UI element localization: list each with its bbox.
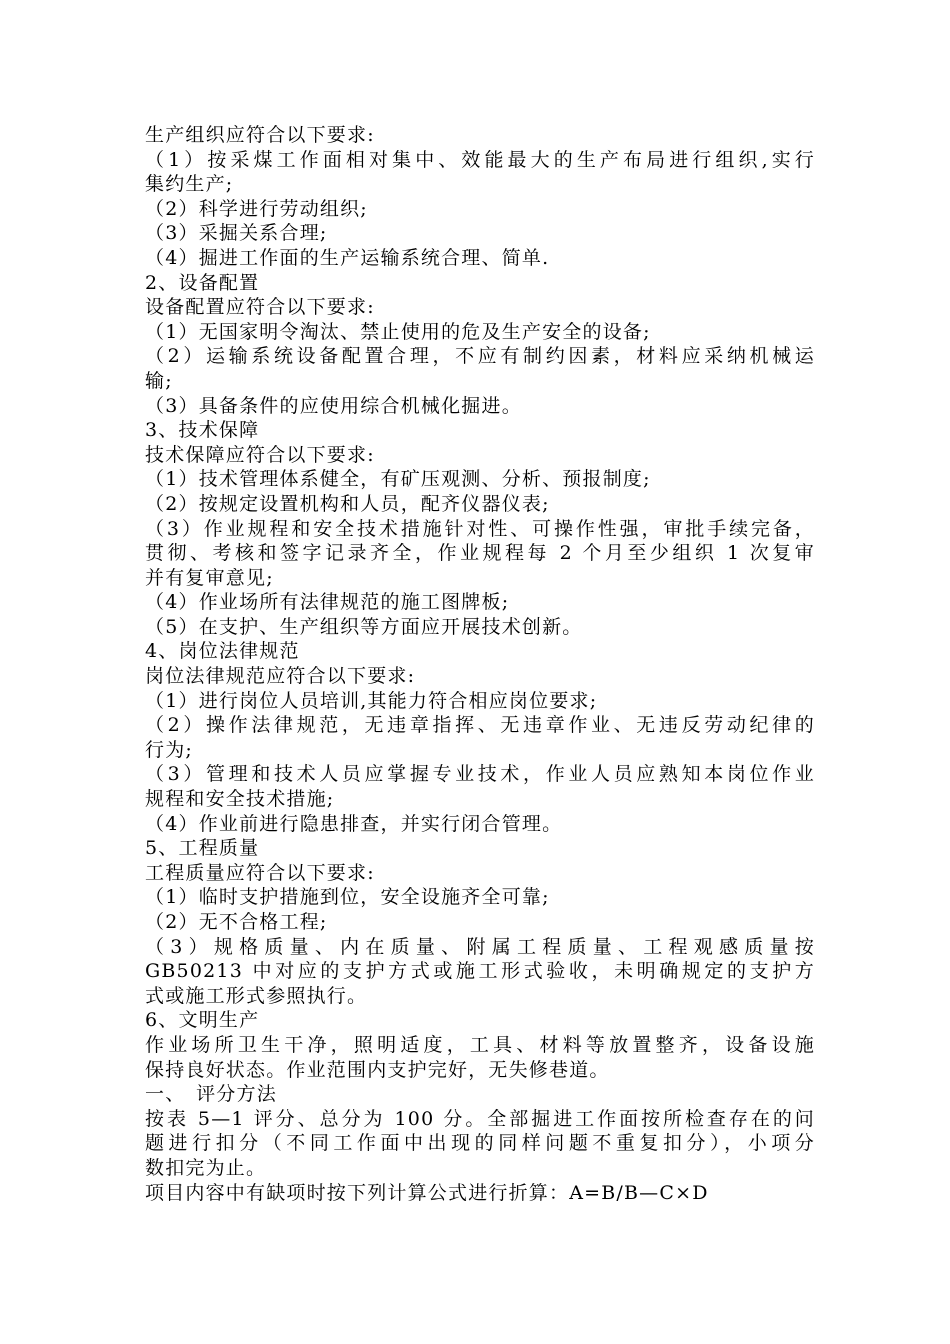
text-line: （3）作业规程和安全技术措施针对性、可操作性强，审批手续完备， [145,517,815,540]
text-line: （2）无不合格工程; [145,911,328,933]
text-line: （3）采掘关系合理; [145,222,328,245]
text-line: （2）按规定设置机构和人员，配齐仪器仪表; [145,492,550,515]
text-line: 一、 评分方法 [145,1083,277,1106]
text-line: 并有复审意见; [145,566,274,589]
text-line: 2、设备配置 [145,271,260,294]
text-line: （3）规格质量、内在质量、附属工程质量、工程观感质量按 [145,935,815,958]
text-line: 作业场所卫生干净，照明适度，工具、材料等放置整齐，设备设施 [145,1033,815,1056]
text-line: 6、文明生产 [145,1009,260,1032]
text-line: 保持良好状态。作业范围内支护完好，无失修巷道。 [145,1058,610,1081]
text-line: （1）按采煤工作面相对集中、效能最大的生产布局进行组织,实行 [145,148,815,171]
text-line: 规程和安全技术措施; [145,788,335,811]
text-line: 项目内容中有缺项时按下列计算公式进行折算：A=B/B—C×D [145,1181,709,1204]
document-body [145,123,815,1205]
text-line: 题进行扣分（不同工作面中出现的同样问题不重复扣分），小项分 [145,1132,815,1155]
text-line: 贯彻、考核和签字记录齐全，作业规程每 2 个月至少组织 1 次复审 [145,542,815,565]
text-line: （3）管理和技术人员应掌握专业技术，作业人员应熟知本岗位作业 [145,763,815,786]
text-line: （1）无国家明令淘汰、禁止使用的危及生产安全的设备; [145,320,651,343]
text-line: （2）运输系统设备配置合理，不应有制约因素，材料应采纳机械运 [145,345,815,368]
text-line: 数扣完为止。 [145,1156,267,1179]
text-line: （1）进行岗位人员培训,其能力符合相应岗位要求; [145,689,598,712]
text-line: 集约生产; [145,173,234,196]
text-line: （1）技术管理体系健全，有矿压观测、分析、预报制度; [145,468,651,491]
text-line: 输; [145,369,173,392]
text-line: 岗位法律规范应符合以下要求: [145,665,416,688]
text-line: 生产组织应符合以下要求: [145,124,375,146]
text-line: 行为; [145,738,194,761]
text-line: （4）掘进工作面的生产运输系统合理、简单. [145,246,550,269]
text-line: （4）作业场所有法律规范的施工图牌板; [145,591,510,614]
text-line: 式或施工形式参照执行。 [145,984,368,1007]
text-line: （3）具备条件的应使用综合机械化掘进。 [145,394,522,417]
text-line: 4、岗位法律规范 [145,640,300,663]
text-line: 设备配置应符合以下要求: [145,296,375,319]
text-line: 3、技术保障 [145,419,260,442]
text-line: （4）作业前进行隐患排查，并实行闭合管理。 [145,812,563,835]
text-line: 5、工程质量 [145,837,260,860]
text-line: （5）在支护、生产组织等方面应开展技术创新。 [145,615,583,638]
text-line: 技术保障应符合以下要求: [145,443,375,466]
text-line: （2）操作法律规范，无违章指挥、无违章作业、无违反劳动纪律的 [145,714,815,737]
text-line: （1）临时支护措施到位，安全设施齐全可靠; [145,886,550,909]
text-line: 按表 5—1 评分、总分为 100 分。全部掘进工作面按所检查存在的问 [145,1107,815,1130]
text-line: （2）科学进行劳动组织; [145,197,368,220]
text-line: 工程质量应符合以下要求: [145,861,375,884]
text-line: GB50213 中对应的支护方式或施工形式验收，未明确规定的支护方 [145,960,815,983]
